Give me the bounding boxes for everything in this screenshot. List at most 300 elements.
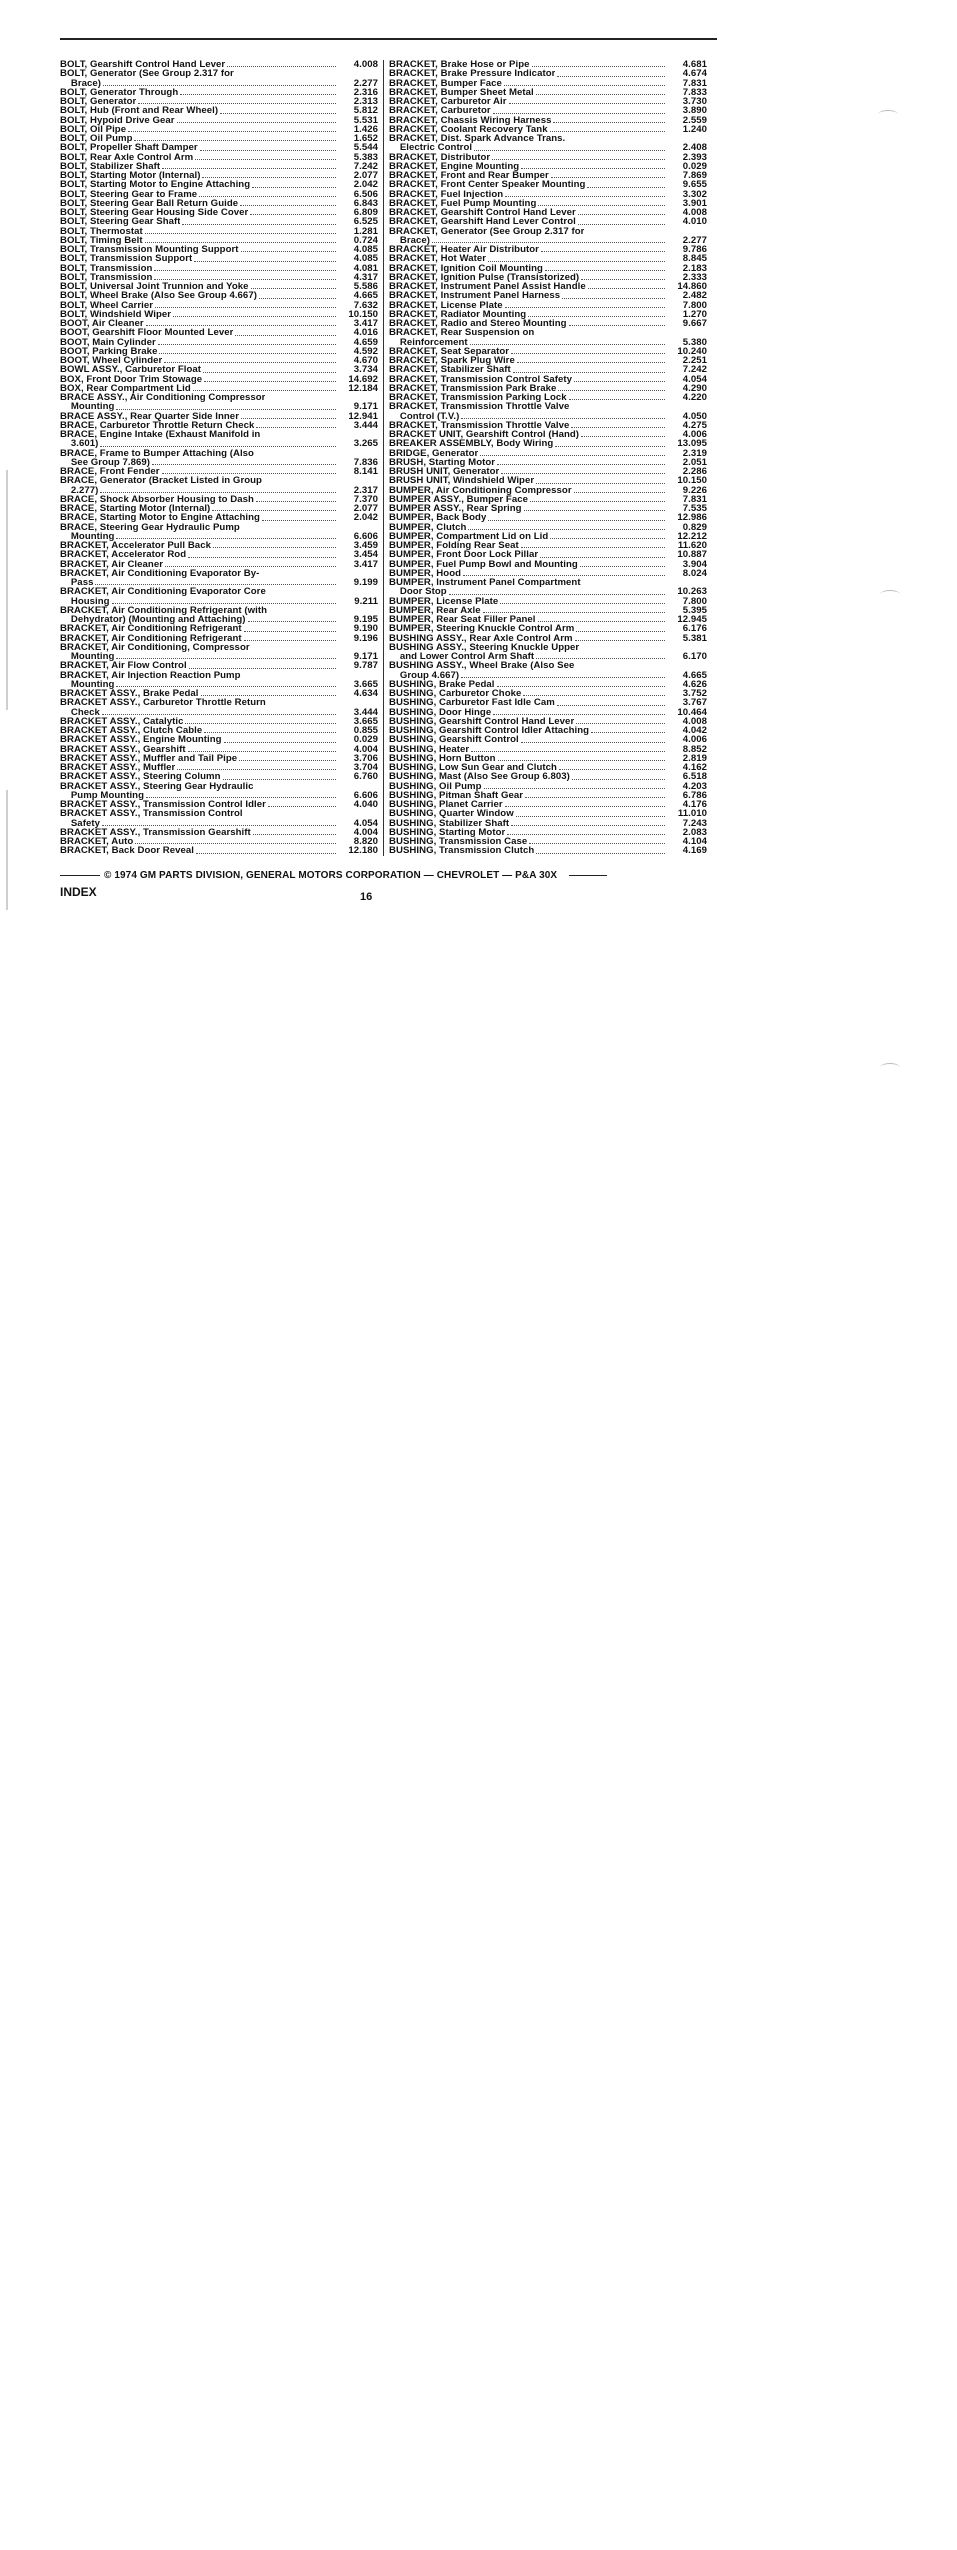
dot-leader	[569, 399, 665, 400]
index-entry	[389, 347, 707, 356]
index-entry	[60, 217, 378, 226]
group-number: 4.006	[682, 429, 707, 440]
index-entry	[60, 708, 378, 717]
entry-name: BRACE, Frame to Bumper Attaching (Also	[60, 448, 254, 458]
index-entry	[389, 88, 707, 97]
entry-name: BOLT, Rear Axle Control Arm	[60, 152, 194, 162]
entry-name: Brace)	[60, 78, 102, 88]
index-entry	[389, 69, 707, 78]
dot-leader	[204, 381, 336, 382]
dot-leader	[471, 751, 665, 752]
group-number: 4.275	[682, 419, 707, 431]
entry-name: BRACKET, Air Conditioning Evaporator By-	[60, 568, 260, 578]
index-entry	[60, 772, 378, 781]
dot-leader	[521, 742, 665, 743]
dot-leader	[244, 631, 336, 632]
group-number: 3.730	[682, 96, 707, 107]
index-entry	[60, 624, 378, 633]
dot-leader	[164, 362, 336, 363]
group-number: 10.150	[348, 308, 378, 320]
entry-name: BUSHING, Gearshift Control Idler Attaching	[389, 726, 590, 736]
entry-name: BRACKET, Gearshift Hand Lever Control	[389, 217, 576, 227]
group-number: 4.220	[682, 392, 707, 403]
entry-name: BUSHING, Heater	[389, 744, 470, 754]
entry-name: BUSHING ASSY., Steering Knuckle Upper	[389, 642, 580, 652]
entry-name: BRACKET, Transmission Parking Lock	[389, 393, 567, 403]
entry-name: BRACKET, Rear Suspension on	[389, 328, 535, 338]
entry-name: BRUSH UNIT, Generator	[389, 467, 500, 477]
entry-name: Mounting	[60, 531, 115, 541]
group-number: 12.212	[677, 530, 707, 542]
dot-leader	[545, 270, 665, 271]
group-number: 6.809	[353, 207, 378, 218]
index-entry	[389, 661, 707, 670]
index-entry	[60, 301, 378, 310]
index-entry	[60, 560, 378, 569]
entry-name: BRACE ASSY., Air Conditioning Compressor	[60, 393, 266, 403]
group-number: 4.008	[682, 207, 707, 218]
entry-name: BUSHING, Stabilizer Shaft	[389, 818, 510, 828]
entry-name: BUSHING, Low Sun Gear and Clutch	[389, 763, 557, 773]
group-number: 4.203	[682, 780, 707, 792]
index-entry	[60, 291, 378, 300]
index-entry	[60, 134, 378, 143]
entry-name: BOLT, Transmission Mounting Support	[60, 245, 239, 255]
group-number: 6.525	[353, 216, 378, 228]
entry-name: BRACKET ASSY., Brake Pedal	[60, 689, 199, 699]
dot-leader	[588, 288, 665, 289]
dot-leader	[521, 547, 665, 548]
group-number: 4.162	[682, 762, 707, 773]
index-entry	[389, 236, 707, 245]
dot-leader	[528, 316, 665, 317]
dot-leader	[244, 640, 336, 641]
dot-leader	[578, 224, 665, 225]
dot-leader	[507, 834, 665, 835]
entry-name: Housing	[60, 596, 110, 606]
index-entry	[60, 550, 378, 559]
index-entry	[389, 356, 707, 365]
index-entry	[60, 347, 378, 356]
dot-leader	[116, 686, 336, 687]
index-entry	[389, 458, 707, 467]
entry-name: BOLT, Thermostat	[60, 226, 143, 236]
index-entry	[389, 828, 707, 837]
dot-leader	[200, 150, 336, 151]
dot-leader	[513, 372, 665, 373]
index-entry	[60, 162, 378, 171]
dot-leader	[581, 436, 665, 437]
entry-name: BRACKET, Ignition Pulse (Transistorized)	[389, 272, 580, 282]
entry-name: BRACKET, Air Conditioning, Compressor	[60, 642, 250, 652]
dot-leader	[145, 242, 336, 243]
entry-name: BRACKET ASSY., Steering Column	[60, 772, 221, 782]
dot-leader	[152, 464, 336, 465]
index-entry	[60, 60, 378, 69]
dot-leader	[463, 575, 665, 576]
index-entry	[60, 153, 378, 162]
index-entry	[389, 310, 707, 319]
entry-name: BUMPER, Fuel Pump Bowl and Mounting	[389, 559, 578, 569]
entry-name: BOLT, Transmission	[60, 272, 153, 282]
dot-leader	[461, 418, 665, 419]
entry-name: Mounting	[60, 679, 115, 689]
index-entry	[389, 79, 707, 88]
group-number: 3.734	[353, 364, 378, 376]
entry-name: BUMPER, Front Door Lock Pillar	[389, 550, 539, 560]
group-number: 4.085	[353, 244, 378, 255]
entry-name: BRACE, Steering Gear Hydraulic Pump	[60, 522, 240, 532]
index-entry	[60, 338, 378, 347]
entry-name: BRACKET ASSY., Gearshift	[60, 744, 186, 754]
dot-leader	[162, 168, 336, 169]
entry-name: BRACKET, Ignition Coil Mounting	[389, 263, 543, 273]
dot-leader	[505, 196, 665, 197]
entry-name: BRACE, Carburetor Throttle Return Check	[60, 420, 255, 430]
dot-leader	[516, 816, 665, 817]
margin-scribble	[880, 590, 900, 599]
entry-name: Electric Control	[389, 143, 473, 153]
dot-leader	[488, 520, 665, 521]
entry-name: BUMPER ASSY., Bumper Face	[389, 494, 528, 504]
entry-name: BOOT, Main Cylinder	[60, 337, 156, 347]
entry-name: BRACKET, Radio and Stereo Mounting	[389, 319, 567, 329]
group-number: 7.800	[682, 299, 707, 311]
dot-leader	[480, 455, 665, 456]
group-number: 9.195	[353, 614, 378, 625]
group-number: 2.482	[682, 290, 707, 302]
index-entry	[389, 125, 707, 134]
group-number: 6.176	[682, 623, 707, 635]
index-entry	[389, 809, 707, 818]
group-number: 4.169	[682, 845, 707, 857]
entry-name: BRACKET, Front and Rear Bumper	[389, 171, 549, 181]
entry-name: BRACKET, Transmission Throttle Valve	[389, 420, 570, 430]
index-entry	[389, 837, 707, 846]
index-entry	[389, 291, 707, 300]
index-entry	[60, 180, 378, 189]
group-number: 7.535	[682, 503, 707, 514]
dot-leader	[203, 372, 336, 373]
dot-leader	[505, 806, 665, 807]
footer-rule-left	[60, 875, 100, 876]
entry-name: BUSHING, Starting Motor	[389, 827, 506, 837]
index-entry	[60, 754, 378, 763]
entry-name: Reinforcement	[389, 337, 468, 347]
index-entry	[389, 134, 707, 143]
entry-name: BUSHING, Transmission Clutch	[389, 846, 535, 856]
dot-leader	[523, 695, 665, 696]
margin-scribble	[880, 1063, 900, 1072]
group-number: 2.277	[353, 77, 378, 89]
group-number: 9.786	[682, 244, 707, 255]
index-entry	[60, 819, 378, 828]
index-entry	[60, 208, 378, 217]
dot-leader	[100, 446, 336, 447]
index-entry	[60, 523, 378, 532]
entry-name: BRACKET, Distributor	[389, 152, 491, 162]
entry-name: BOLT, Stabilizer Shaft	[60, 161, 161, 171]
index-entry	[60, 412, 378, 421]
dot-leader	[505, 307, 665, 308]
group-number: 4.008	[682, 715, 707, 727]
entry-name: BRACKET, License Plate	[389, 300, 503, 310]
group-number: 7.370	[353, 493, 378, 505]
index-entry	[60, 106, 378, 115]
entry-name: BRACE ASSY., Rear Quarter Side Inner	[60, 411, 239, 421]
dot-leader	[196, 853, 336, 854]
index-entry	[389, 708, 707, 717]
dot-leader	[591, 732, 665, 733]
index-entry	[60, 846, 378, 855]
entry-name: BOLT, Oil Pump	[60, 134, 133, 144]
group-number: 7.831	[682, 77, 707, 89]
index-entry	[60, 800, 378, 809]
entry-name: BOLT, Timing Belt	[60, 235, 143, 245]
index-entry	[389, 476, 707, 485]
group-number: 10.240	[677, 345, 707, 357]
dot-leader	[204, 732, 336, 733]
index-entry	[60, 735, 378, 744]
entry-name: BUSHING, Carburetor Choke	[389, 689, 522, 699]
index-entry	[389, 513, 707, 522]
dot-leader	[511, 825, 665, 826]
index-entry	[389, 208, 707, 217]
index-entry	[60, 782, 378, 791]
entry-name: BUMPER, Back Body	[389, 513, 487, 523]
dot-leader	[461, 677, 665, 678]
index-entry	[60, 79, 378, 88]
dot-leader	[483, 612, 665, 613]
dot-leader	[212, 510, 336, 511]
copyright-text: © 1974 GM PARTS DIVISION, GENERAL MOTORS CORPORATION — CHEVROLET — P&A 30X	[104, 869, 558, 881]
entry-name: BRACKET, Bumper Face	[389, 78, 502, 88]
index-entry	[60, 837, 378, 846]
left-column	[60, 60, 378, 856]
dot-leader	[517, 362, 665, 363]
entry-name: BRIDGE, Generator	[389, 448, 479, 458]
entry-name: BRACKET, Air Injection Reaction Pump	[60, 670, 241, 680]
index-entry	[389, 106, 707, 115]
entry-name: BRACKET UNIT, Gearshift Control (Hand)	[389, 430, 580, 440]
group-number: 5.383	[353, 151, 378, 163]
dot-leader	[532, 66, 666, 67]
group-number: 4.665	[682, 669, 707, 681]
index-entry	[60, 606, 378, 615]
dot-leader	[521, 168, 665, 169]
index-entry	[60, 726, 378, 735]
dot-leader	[188, 751, 336, 752]
index-entry	[60, 467, 378, 476]
dot-leader	[128, 131, 336, 132]
dot-leader	[538, 621, 665, 622]
footer-rule-right	[569, 875, 607, 876]
group-number: 4.659	[353, 336, 378, 348]
entry-name: BUMPER, Clutch	[389, 522, 467, 532]
group-number: 3.265	[353, 438, 378, 450]
entry-name: BRACE, Starting Motor to Engine Attaching	[60, 513, 260, 523]
entry-name: BOLT, Steering Gear Ball Return Guide	[60, 198, 239, 208]
column-divider	[383, 60, 384, 856]
group-number: 0.829	[682, 521, 707, 533]
index-entry	[389, 430, 707, 439]
group-number: 9.667	[682, 318, 707, 329]
group-number: 4.670	[353, 355, 378, 366]
group-number: 2.183	[682, 262, 707, 274]
dot-leader	[529, 843, 665, 844]
index-entry	[60, 449, 378, 458]
entry-name: BRACE, Starting Motor (Internal)	[60, 504, 211, 514]
dot-leader	[550, 131, 665, 132]
index-entry	[60, 310, 378, 319]
dot-leader	[449, 594, 665, 595]
entry-name: BUSHING, Pitman Shaft Gear	[389, 790, 524, 800]
group-number: 4.040	[353, 799, 378, 810]
group-number: 4.050	[682, 410, 707, 422]
dot-leader	[158, 344, 336, 345]
index-entry	[389, 162, 707, 171]
dot-leader	[575, 640, 665, 641]
dot-leader	[581, 279, 665, 280]
index-entry	[60, 393, 378, 402]
entry-name: BREAKER ASSEMBLY, Body Wiring	[389, 439, 554, 449]
entry-name: BRACKET ASSY., Muffler and Tail Pipe	[60, 753, 238, 763]
dot-leader	[182, 224, 336, 225]
index-entry	[389, 726, 707, 735]
entry-name: BOLT, Generator (See Group 2.317 for	[60, 69, 234, 79]
dot-leader	[493, 113, 665, 114]
dot-leader	[116, 658, 336, 659]
entry-name: BUSHING, Transmission Case	[389, 837, 528, 847]
index-entry	[60, 745, 378, 754]
entry-name: Check	[60, 707, 100, 717]
group-number: 3.704	[353, 762, 378, 773]
group-number: 2.077	[353, 503, 378, 514]
dot-leader	[493, 714, 665, 715]
index-entry	[60, 587, 378, 596]
entry-name: BRACE, Generator (Bracket Listed in Group	[60, 476, 262, 486]
group-number: 8.845	[682, 253, 707, 265]
dot-leader	[511, 353, 665, 354]
entry-name: BOOT, Parking Brake	[60, 346, 158, 356]
index-entry	[60, 143, 378, 152]
entry-name: BRACKET, Air Conditioning Evaporator Core	[60, 587, 266, 597]
dot-leader	[497, 686, 665, 687]
index-columns	[60, 60, 717, 856]
group-number: 12.945	[677, 614, 707, 625]
group-number: 7.243	[682, 817, 707, 829]
index-entry	[389, 671, 707, 680]
dot-leader	[213, 547, 336, 548]
group-number: 10.150	[677, 475, 707, 487]
dot-leader	[155, 307, 336, 308]
index-entry	[389, 615, 707, 624]
dot-leader	[498, 760, 665, 761]
entry-name: BRACKET, Spark Plug Wire	[389, 356, 515, 366]
group-number: 6.518	[682, 771, 707, 783]
dot-leader	[524, 510, 665, 511]
index-entry	[60, 828, 378, 837]
entry-name: BRACKET, Chassis Wiring Harness	[389, 115, 552, 125]
index-entry	[60, 264, 378, 273]
dot-leader	[555, 446, 665, 447]
index-entry	[60, 671, 378, 680]
index-entry	[60, 375, 378, 384]
entry-name: BRACKET, Bumper Sheet Metal	[389, 87, 534, 97]
dot-leader	[500, 603, 665, 604]
group-number: 2.559	[682, 114, 707, 126]
index-entry	[60, 513, 378, 522]
entry-name: BUMPER, Rear Seat Filler Panel	[389, 615, 536, 625]
dot-leader	[488, 261, 665, 262]
index-entry	[389, 754, 707, 763]
index-entry	[60, 254, 378, 263]
dot-leader	[256, 427, 336, 428]
group-number: 2.316	[353, 86, 378, 98]
dot-leader	[241, 418, 336, 419]
index-entry	[389, 245, 707, 254]
dot-leader	[550, 538, 665, 539]
dot-leader	[484, 788, 665, 789]
index-entry	[60, 569, 378, 578]
group-number: 2.313	[353, 96, 378, 107]
entry-name: BUSHING, Mast (Also See Group 6.803)	[389, 772, 570, 782]
group-number: 2.819	[682, 752, 707, 764]
group-number: 5.531	[353, 114, 378, 126]
group-number: 4.085	[353, 253, 378, 265]
group-number: 9.211	[354, 595, 378, 607]
dot-leader	[188, 557, 336, 558]
index-entry	[60, 504, 378, 513]
entry-name: BRACKET, Hot Water	[389, 254, 487, 264]
entry-name: BRACKET ASSY., Clutch Cable	[60, 726, 203, 736]
dot-leader	[194, 261, 336, 262]
index-entry	[60, 486, 378, 495]
entry-name: BRACKET, Carburetor	[389, 106, 491, 116]
index-entry	[389, 846, 707, 855]
dot-leader	[154, 279, 336, 280]
index-entry	[60, 190, 378, 199]
dot-leader	[256, 501, 336, 502]
index-entry	[60, 227, 378, 236]
entry-name: BOLT, Windshield Wiper	[60, 309, 172, 319]
dot-leader	[146, 797, 336, 798]
group-number: 5.812	[353, 105, 378, 117]
group-number: 12.941	[348, 410, 378, 422]
dot-leader	[235, 335, 336, 336]
group-number: 2.333	[682, 271, 707, 283]
group-number: 2.408	[682, 142, 707, 154]
entry-name: BUMPER, License Plate	[389, 596, 499, 606]
dot-leader	[224, 742, 336, 743]
page-number: 16	[360, 890, 373, 903]
entry-name: BUMPER, Hood	[389, 568, 462, 578]
entry-name: BOLT, Steering Gear to Frame	[60, 189, 198, 199]
entry-name: BUSHING, Brake Pedal	[389, 679, 495, 689]
entry-name: BOLT, Starting Motor (Internal)	[60, 171, 201, 181]
entry-name: BRACKET, Carburetor Air	[389, 97, 507, 107]
entry-name: BUMPER, Folding Rear Seat	[389, 541, 519, 551]
top-rule	[60, 38, 717, 40]
dot-leader	[572, 779, 665, 780]
index-entry	[389, 624, 707, 633]
group-number: 10.887	[677, 549, 707, 561]
group-number: 9.226	[682, 484, 707, 496]
group-number: 8.141	[353, 466, 378, 477]
entry-name: BRACKET, Brake Hose or Pipe	[389, 60, 530, 70]
index-entry	[389, 800, 707, 809]
entry-name: Control (T.V.)	[389, 411, 460, 421]
